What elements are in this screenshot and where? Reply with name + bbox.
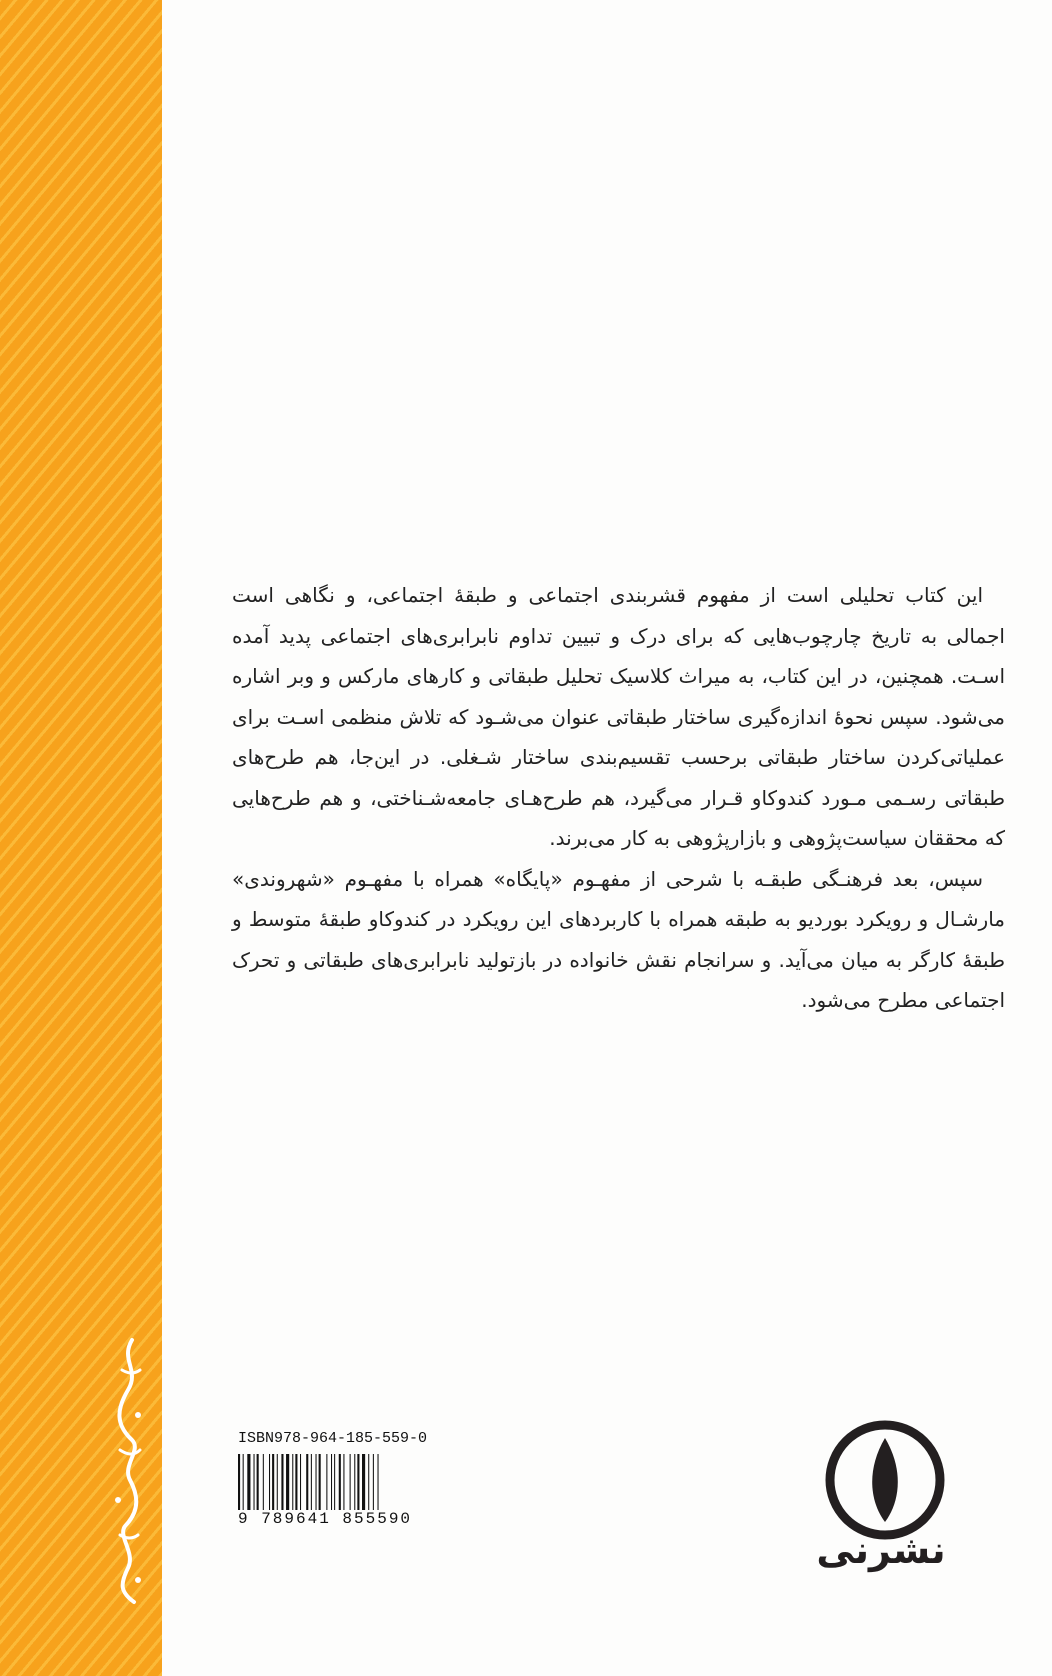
- calligraphy-signature-icon: [102, 1330, 152, 1610]
- nashreney-logo-icon: [820, 1418, 950, 1543]
- publisher-name: نشرنی: [816, 1528, 946, 1572]
- isbn-barcode: [238, 1430, 428, 1530]
- book-spine: [0, 0, 162, 1676]
- isbn-label: ISBN978-964-185-559-0: [238, 1430, 428, 1447]
- blurb-paragraph-1: این کتاب تحلیلی است از مفهوم قشربندی اجتماعی و طبقهٔ اجتماعی، و نگاهی است اجمالی به تاریخ چارچوب‌هایی که برای درک و تبیین تداوم نابرابری‌های اجتماعی پدید آمده اسـت. همچنین، در این کتاب، به میراث کلاسیک تحلیل طبقاتی و کارهای مارکس و وبر اشاره می‌شود. سپس نحوهٔ اندازه‌گیری ساختار طبقاتی عنوان می‌شـود که تلاش منظمی اسـت برای عملیاتی‌کردن ساختار طبقاتی برحسب تقسیم‌بندی ساختار شـغلی. در این‌جا، هم طرح‌های طبقاتی رسـمی مـورد کندوکاو قـرار می‌گیرد، هم طرح‌هـای جامعه‌شـناختی، و هم طرح‌هایی که محققان سیاست‌پژوهی و بازارپژوهی به کار می‌برند.: [232, 583, 1005, 850]
- blurb-paragraph-2: سپس، بعد فرهنـگی طبقـه با شرحی از مفهـوم «پایگاه» همراه با مفهـوم «شهروندی» مارشـال و رویکرد بوردیو به طبقه همراه با کاربردهای این رویکرد در کندوکاو طبقهٔ متوسط و طبقهٔ کارگر به میان می‌آید. و سرانجام نقش خانواده در بازتولید نابرابری‌های طبقاتی و تحرک اجتماعی مطرح می‌شود.: [232, 866, 1005, 1012]
- barcode-digits: 9 789641 855590: [238, 1510, 413, 1528]
- blurb-text: [232, 575, 1005, 1021]
- barcode-icon: [238, 1454, 423, 1510]
